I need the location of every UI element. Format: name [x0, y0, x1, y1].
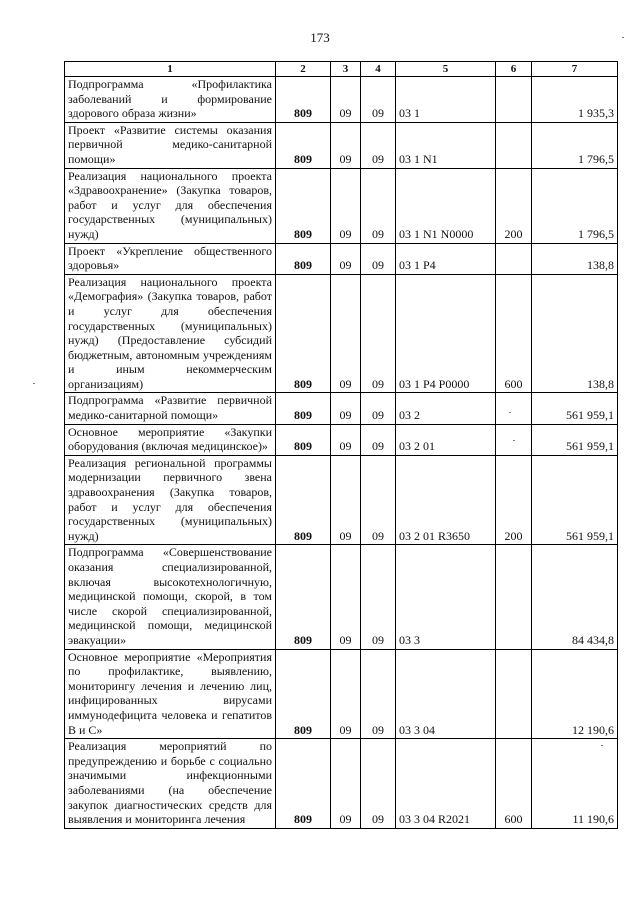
row-description: Реализация национального проекта «Демография» (Закупка товаров, работ и услуг для обеспечения государственных (муниципальных) нужд) (Предоставление субсидий бюджетным, автономным учреждениям и иным некоммерческим организациям): [65, 274, 276, 393]
row-code-3: 09: [331, 424, 361, 455]
row-code-5: 03 3: [396, 545, 496, 649]
row-description: Реализация региональной программы модернизации первичного звена здравоохранения (Закупка товаров, работ и услуг для обеспечения государственных (муниципальных) нужд): [65, 455, 276, 545]
row-amount: 11 190,6: [532, 739, 618, 829]
row-code-4: 09: [361, 649, 396, 739]
row-code-3: 09: [331, 739, 361, 829]
row-code-3: 09: [331, 168, 361, 243]
row-description: Подпрограмма «Совершенствование оказания специализированной, включая высокотехнологичную, медицинской помощи, скорой, в том числе скорой специализированной, медицинской помощи, медицинской эвакуации»: [65, 545, 276, 649]
row-code-2: 809: [276, 393, 331, 424]
row-amount: 84 434,8: [532, 545, 618, 649]
row-code-6: 600: [496, 739, 532, 829]
row-code-4: 09: [361, 122, 396, 168]
row-code-3: 09: [331, 77, 361, 123]
row-description: Проект «Развитие системы оказания первичной медико-санитарной помощи»: [65, 122, 276, 168]
page-number: 173: [310, 30, 330, 45]
row-description: Проект «Укрепление общественного здоровья»: [65, 243, 276, 274]
row-code-2: 809: [276, 545, 331, 649]
column-header-4: 4: [361, 62, 396, 77]
row-description: Основное мероприятие «Мероприятия по профилактике, выявлению, мониторингу лечения и лечению лиц, инфицированных вирусами иммунодефицита человека и гепатитов В и С»: [65, 649, 276, 739]
row-code-3: 09: [331, 274, 361, 393]
column-header-6: 6: [496, 62, 532, 77]
row-code-6: [496, 424, 532, 455]
row-code-4: 09: [361, 168, 396, 243]
row-amount: 561 959,1: [532, 424, 618, 455]
row-code-2: 809: [276, 168, 331, 243]
row-code-6: [496, 77, 532, 123]
row-code-2: 809: [276, 274, 331, 393]
row-code-6: 200: [496, 168, 532, 243]
row-amount: 138,8: [532, 274, 618, 393]
row-description: Подпрограмма «Развитие первичной медико-санитарной помощи»: [65, 393, 276, 424]
table-row: [65, 424, 618, 455]
row-code-6: [496, 649, 532, 739]
row-code-5: 03 2 01: [396, 424, 496, 455]
column-header-5: 5: [396, 62, 496, 77]
row-amount: 1 796,5: [532, 168, 618, 243]
row-amount: 1 796,5: [532, 122, 618, 168]
row-code-6: [496, 393, 532, 424]
row-code-2: 809: [276, 455, 331, 545]
row-code-5: 03 1 P4: [396, 243, 496, 274]
row-code-5: 03 1 P4 P0000: [396, 274, 496, 393]
row-amount: 561 959,1: [532, 393, 618, 424]
row-code-2: 809: [276, 649, 331, 739]
row-amount: 1 935,3: [532, 77, 618, 123]
column-header-2: 2: [276, 62, 331, 77]
row-amount: 138,8: [532, 243, 618, 274]
row-code-4: 09: [361, 393, 396, 424]
header-row: [65, 62, 618, 77]
scan-speck: [33, 383, 35, 384]
table-row: [65, 168, 618, 243]
row-code-4: 09: [361, 243, 396, 274]
row-code-5: 03 2 01 R3650: [396, 455, 496, 545]
table-row: [65, 649, 618, 739]
row-code-3: 09: [331, 122, 361, 168]
budget-table: [64, 61, 618, 829]
row-code-6: 200: [496, 455, 532, 545]
row-code-5: 03 1 N1 N0000: [396, 168, 496, 243]
table-row: [65, 545, 618, 649]
column-header-7: 7: [532, 62, 618, 77]
table-row: [65, 393, 618, 424]
row-code-4: 09: [361, 77, 396, 123]
row-code-5: 03 3 04 R2021: [396, 739, 496, 829]
row-code-4: 09: [361, 424, 396, 455]
row-description: Реализация национального проекта «Здравоохранение» (Закупка товаров, работ и услуг для обеспечения государственных (муниципальных) нужд): [65, 168, 276, 243]
row-code-5: 03 1: [396, 77, 496, 123]
row-amount: 12 190,6: [532, 649, 618, 739]
row-code-4: 09: [361, 274, 396, 393]
row-code-6: [496, 243, 532, 274]
row-code-3: 09: [331, 243, 361, 274]
row-amount: 561 959,1: [532, 455, 618, 545]
table-row: [65, 739, 618, 829]
table-row: [65, 455, 618, 545]
row-code-6: [496, 545, 532, 649]
row-code-4: 09: [361, 739, 396, 829]
row-code-2: 809: [276, 424, 331, 455]
row-code-3: 09: [331, 393, 361, 424]
row-code-5: 03 1 N1: [396, 122, 496, 168]
row-code-6: 600: [496, 274, 532, 393]
column-header-1: 1: [65, 62, 276, 77]
table-row: [65, 243, 618, 274]
row-code-2: 809: [276, 243, 331, 274]
row-code-4: 09: [361, 545, 396, 649]
row-code-2: 809: [276, 739, 331, 829]
row-description: Основное мероприятие «Закупки оборудования (включая медицинское)»: [65, 424, 276, 455]
table-row: [65, 122, 618, 168]
column-header-3: 3: [331, 62, 361, 77]
table-row: [65, 274, 618, 393]
row-code-5: 03 2: [396, 393, 496, 424]
row-code-2: 809: [276, 77, 331, 123]
row-code-4: 09: [361, 455, 396, 545]
row-code-5: 03 3 04: [396, 649, 496, 739]
scan-speck: [622, 37, 624, 38]
row-code-3: 09: [331, 649, 361, 739]
row-code-2: 809: [276, 122, 331, 168]
row-description: Подпрограмма «Профилактика заболеваний и формирование здорового образа жизни»: [65, 77, 276, 123]
row-description: Реализация мероприятий по предупреждению и борьбе с социально значимыми инфекционными заболеваниями (на обеспечение закупок диагностических средств для выявления и мониторинга лечения: [65, 739, 276, 829]
row-code-6: [496, 122, 532, 168]
row-code-3: 09: [331, 455, 361, 545]
row-code-3: 09: [331, 545, 361, 649]
table-row: [65, 77, 618, 123]
